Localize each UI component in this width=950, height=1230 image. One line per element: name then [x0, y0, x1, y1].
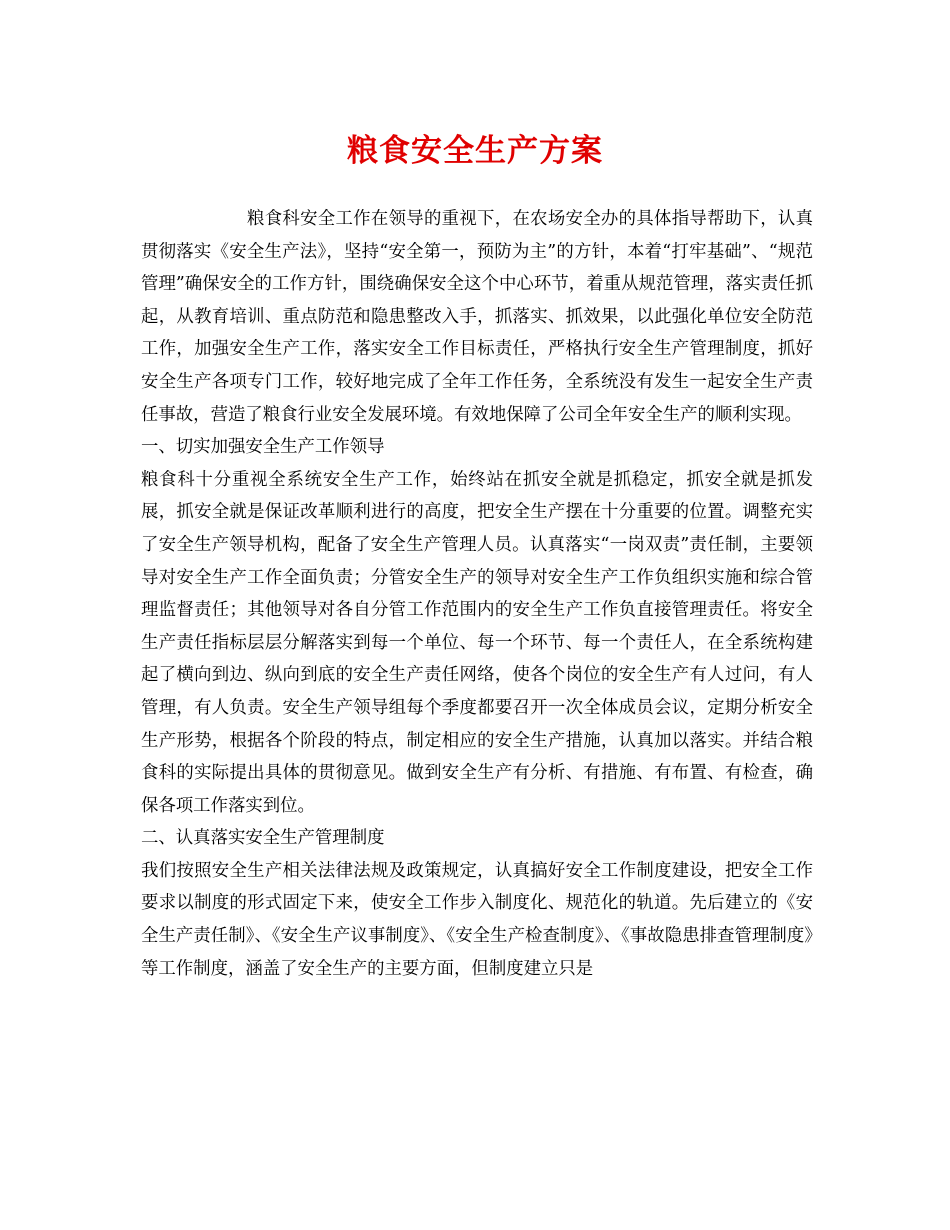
section-1-heading: 一、切实加强安全生产工作领导 — [141, 437, 385, 458]
document-title: 粮食安全生产方案 — [347, 133, 603, 169]
document-body — [141, 203, 813, 985]
intro-paragraph: 粮食科安全工作在领导的重视下，在农场安全办的具体指导帮助下，认真贯彻落实《安全生产法》，坚持“安全第一，预防为主”的方针，本着“打牢基础”、“规范管理”确保安全的工作方针，围绕确保安全这个中心环节，着重从规范管理，落实责任抓起，从教育培训、重点防范和隐患整改入手，抓落实、抓效果，以此强化单位安全防范工作，加强安全生产工作，落实安全工作目标责任，严格执行安全生产管理制度，抓好安全生产各项专门工作，较好地完成了全年工作任务，全系统没有发生一起安全生产责任事故，营造了粮食行业安全发展环境。有效地保障了公司全年安全生产的顺利实现。 — [141, 209, 813, 425]
section-1-paragraph: 粮食科十分重视全系统安全生产工作，始终站在抓安全就是抓稳定，抓安全就是抓发展，抓安全就是保证改革顺利进行的高度，把安全生产摆在十分重要的位置。调整充实了安全生产领导机构，配备了安全生产管理人员。认真落实“一岗双责”责任制，主要领导对安全生产工作全面负责；分管安全生产的领导对安全生产工作负组织实施和综合管理监督责任；其他领导对各自分管工作范围内的安全生产工作负直接管理责任。将安全生产责任指标层层分解落实到每一个单位、每一个环节、每一个责任人，在全系统构建起了横向到边、纵向到底的安全生产责任网络，使各个岗位的安全生产有人过问，有人管理，有人负责。安全生产领导组每个季度都要召开一次全体成员会议，定期分析安全生产形势，根据各个阶段的特点，制定相应的安全生产措施，认真加以落实。并结合粮食科的实际提出具体的贯彻意见。做到安全生产有分析、有措施、有布置、有检查，确保各项工作落实到位。 — [141, 469, 813, 816]
section-2-paragraph: 我们按照安全生产相关法律法规及政策规定，认真搞好安全工作制度建设，把安全工作要求以制度的形式固定下来，使安全工作步入制度化、规范化的轨道。先后建立的《安全生产责任制》、《安全生产议事制度》、《安全生产检查制度》、《事故隐患排查管理制度》等工作制度，涵盖了安全生产的主要方面，但制度建立只是 — [141, 860, 813, 979]
section-2-heading: 二、认真落实安全生产管理制度 — [141, 828, 385, 849]
